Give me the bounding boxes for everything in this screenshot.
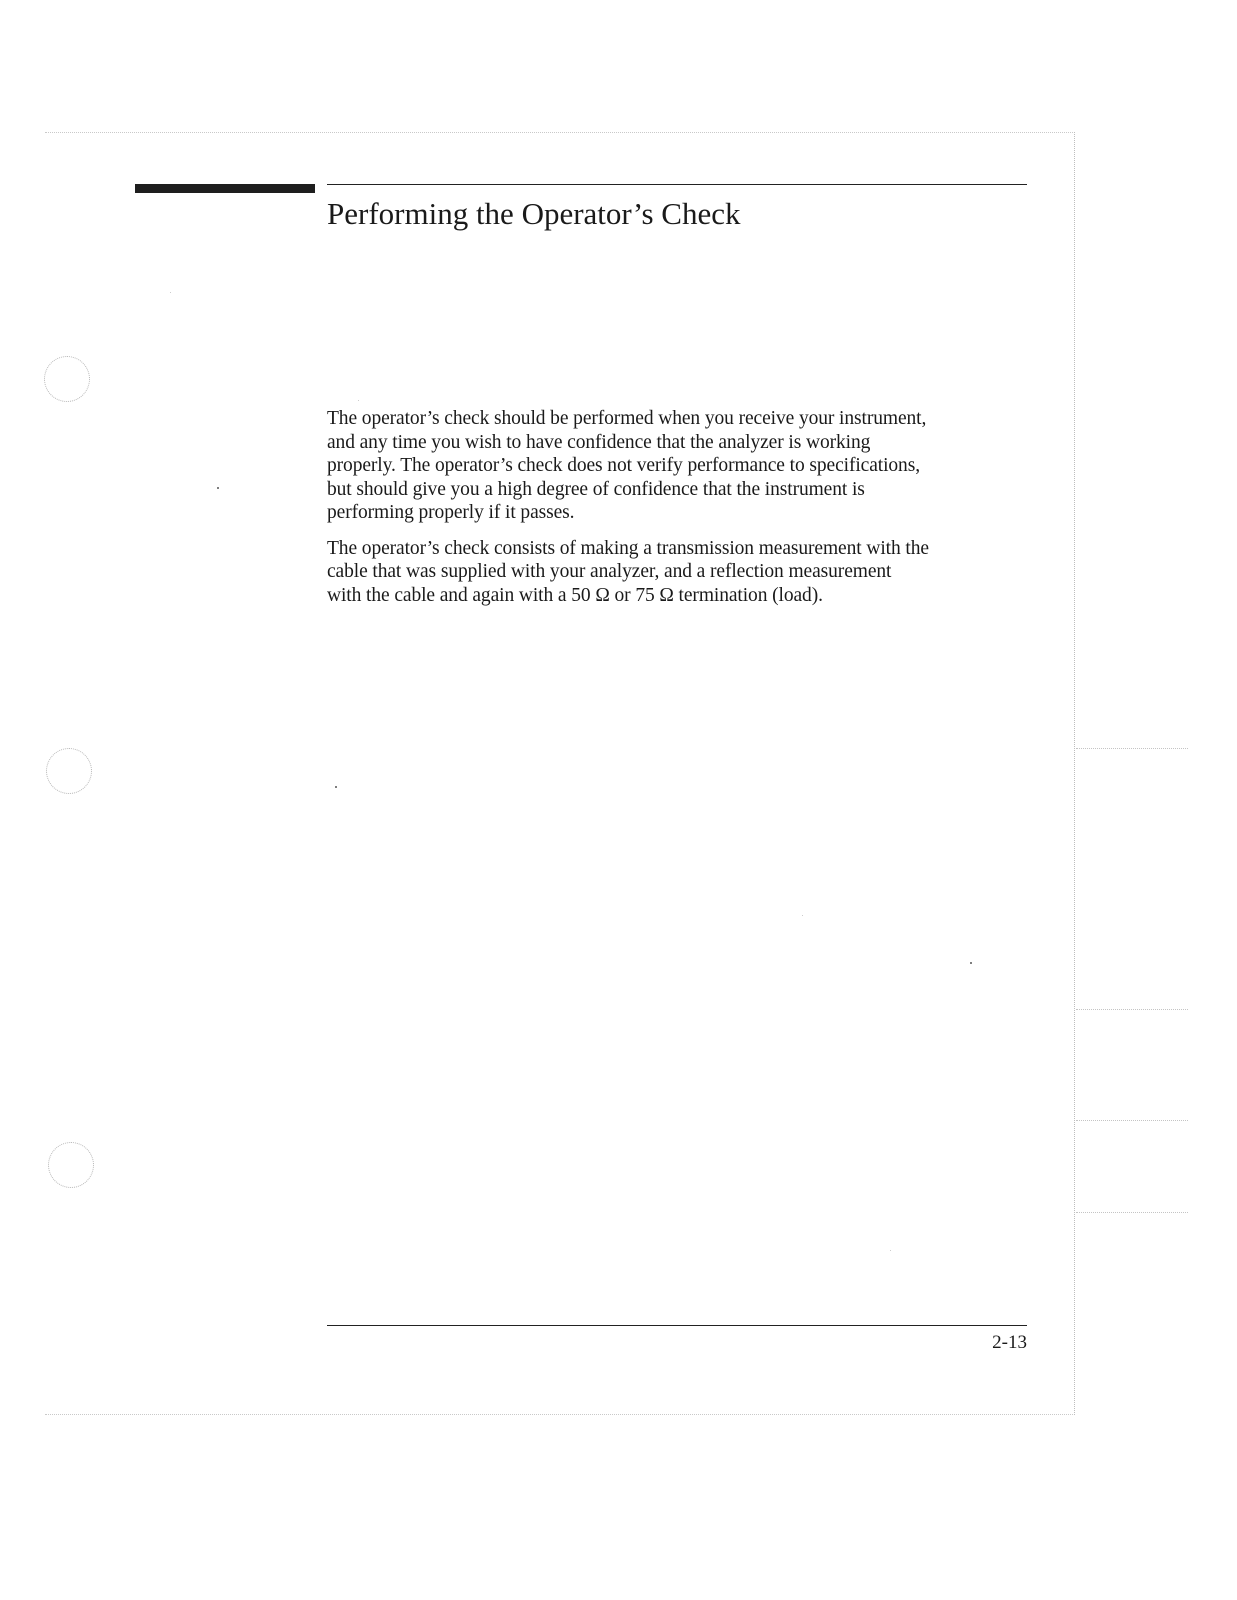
- text-line: properly. The operator’s check does not verify performance to specifications,: [327, 455, 920, 476]
- text-line: cable that was supplied with your analyzer, and a reflection measurement: [327, 561, 892, 582]
- text-line: The operator’s check consists of making a transmission measurement with the: [327, 537, 929, 559]
- text-line: but should give you a high degree of confidence that the instrument is: [327, 478, 865, 500]
- scan-speck: [335, 786, 337, 788]
- binder-hole: [48, 1142, 94, 1188]
- section-marker-bar: [135, 184, 315, 193]
- scan-speck: [358, 400, 359, 401]
- scan-speck: [217, 487, 219, 489]
- scan-speck: [890, 1250, 891, 1251]
- index-tab-divider: [1076, 748, 1188, 749]
- text-line: and any time you wish to have confidence that the analyzer is working: [327, 431, 871, 453]
- page-edge-top: [45, 132, 1075, 133]
- heading-rule: [327, 184, 1027, 185]
- paragraph-1: [327, 407, 1047, 525]
- page-number: 2-13: [992, 1332, 1027, 1353]
- scan-speck: [802, 915, 803, 916]
- page-edge-bottom: [45, 1414, 1075, 1415]
- text-line: performing properly if it passes.: [327, 502, 575, 523]
- footer-rule: [327, 1325, 1027, 1326]
- page-edge-right: [1074, 132, 1075, 1415]
- scan-speck: [970, 962, 972, 964]
- page-title: Performing the Operator’s Check: [327, 196, 741, 231]
- binder-hole: [44, 356, 90, 402]
- binder-hole: [46, 748, 92, 794]
- index-tab-divider: [1076, 1120, 1188, 1121]
- index-tab-divider: [1076, 1009, 1188, 1010]
- body-text: [327, 407, 1047, 619]
- index-tab-divider: [1076, 1212, 1188, 1213]
- paragraph-2: [327, 537, 1047, 608]
- text-line: The operator’s check should be performed when you receive your instrument,: [327, 408, 927, 429]
- text-line: with the cable and again with a 50 Ω or 75 Ω termination (load).: [327, 584, 823, 606]
- scan-speck: [170, 292, 171, 293]
